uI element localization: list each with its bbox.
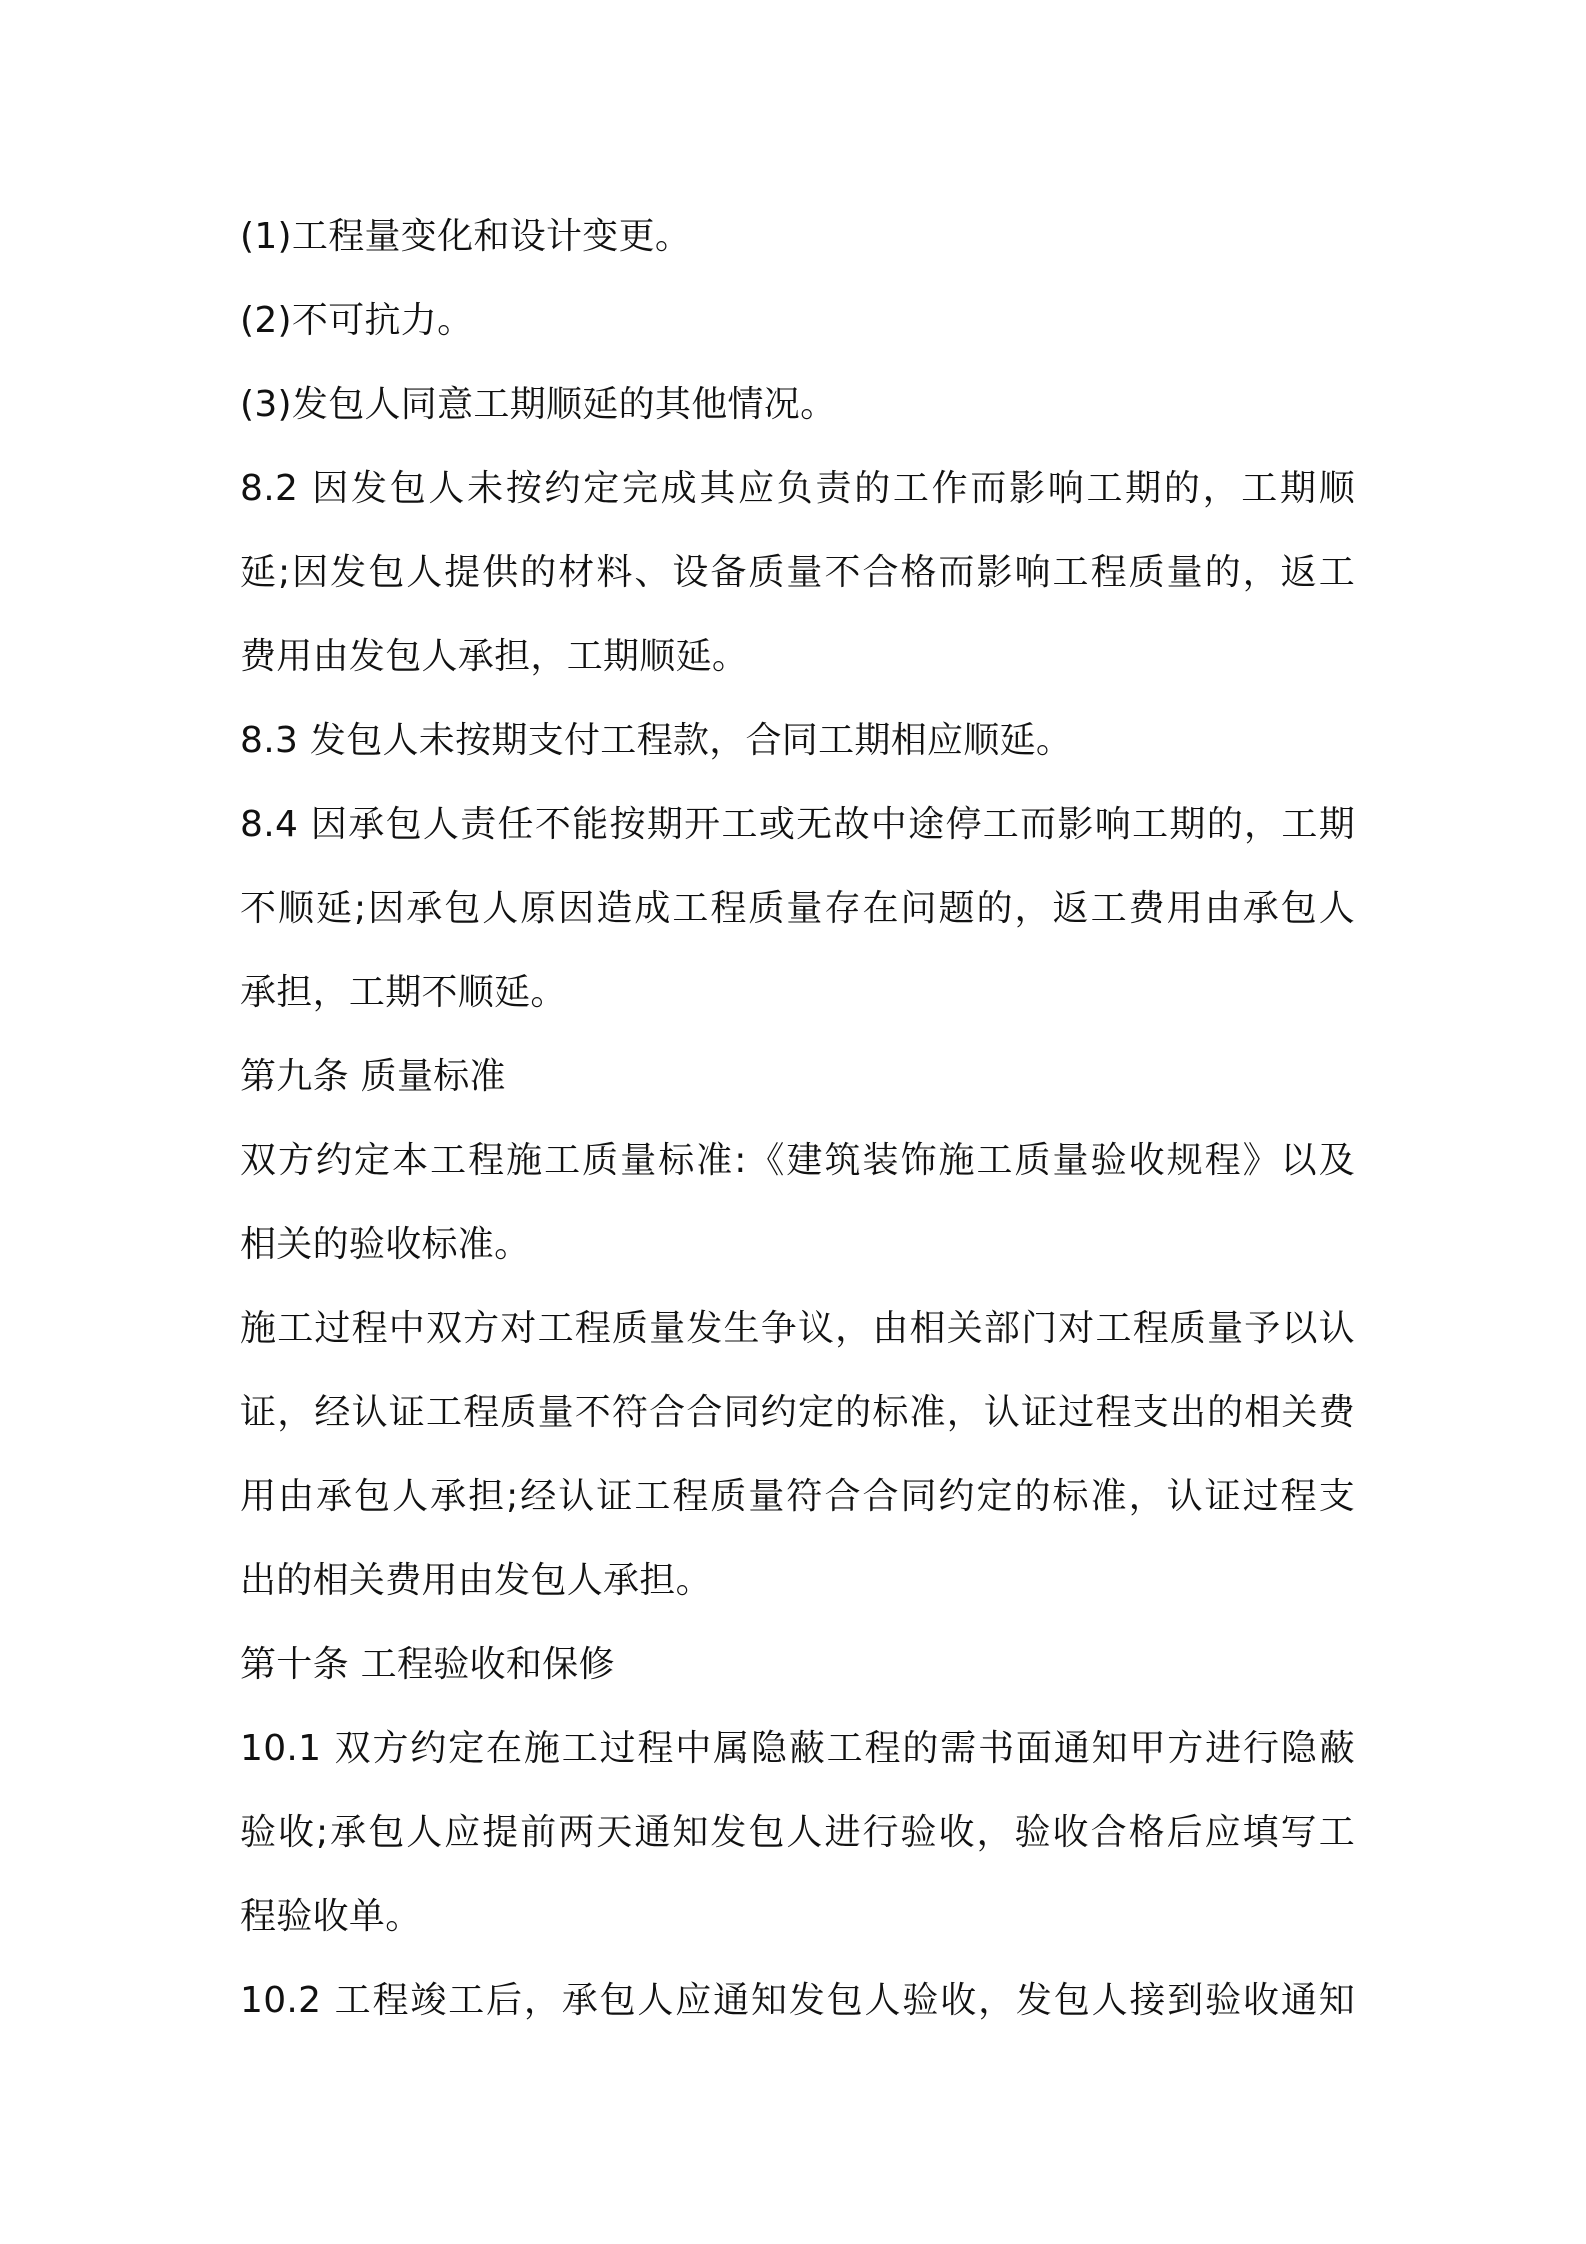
clause-8-2-line-1: 8.2 因发包人未按约定完成其应负责的工作而影响工期的，工期顺: [240, 468, 1355, 509]
clause-10-1-line-2: 验收;承包人应提前两天通知发包人进行验收，验收合格后应填写工: [240, 1812, 1355, 1853]
clause-8-2-line-2: 延;因发包人提供的材料、设备质量不合格而影响工程质量的，返工: [240, 552, 1355, 593]
text-line-2: (2)不可抗力。: [240, 300, 474, 341]
clause-8-4-line-3: 承担，工期不顺延。: [240, 972, 567, 1013]
section-9-para-2-line-3: 用由承包人承担;经认证工程质量符合合同约定的标准，认证过程支: [240, 1476, 1355, 1517]
clause-8-4-line-1: 8.4 因承包人责任不能按期开工或无故中途停工而影响工期的，工期: [240, 804, 1355, 845]
clause-8-3: 8.3 发包人未按期支付工程款，合同工期相应顺延。: [240, 720, 1073, 761]
text-line-3: (3)发包人同意工期顺延的其他情况。: [240, 384, 837, 425]
clause-8-4-line-2: 不顺延;因承包人原因造成工程质量存在问题的，返工费用由承包人: [240, 888, 1355, 929]
clause-8-2-line-3: 费用由发包人承担，工期顺延。: [240, 636, 749, 677]
clause-10-2-line-1: 10.2 工程竣工后，承包人应通知发包人验收，发包人接到验收通知: [240, 1980, 1355, 2021]
section-9-para-2-line-1: 施工过程中双方对工程质量发生争议，由相关部门对工程质量予以认: [240, 1308, 1355, 1349]
section-9-heading: 第九条 质量标准: [240, 1056, 506, 1097]
section-9-para-1-line-2: 相关的验收标准。: [240, 1224, 531, 1265]
section-9-para-2-line-2: 证，经认证工程质量不符合合同约定的标准，认证过程支出的相关费: [240, 1392, 1355, 1433]
section-9-para-2-line-4: 出的相关费用由发包人承担。: [240, 1560, 712, 1601]
section-10-heading: 第十条 工程验收和保修: [240, 1644, 615, 1685]
text-line-1: (1)工程量变化和设计变更。: [240, 216, 692, 257]
section-9-para-1-line-1: 双方约定本工程施工质量标准:《建筑装饰施工质量验收规程》以及: [240, 1140, 1355, 1181]
clause-10-1-line-1: 10.1 双方约定在施工过程中属隐蔽工程的需书面通知甲方进行隐蔽: [240, 1728, 1355, 1769]
clause-10-1-line-3: 程验收单。: [240, 1896, 422, 1937]
